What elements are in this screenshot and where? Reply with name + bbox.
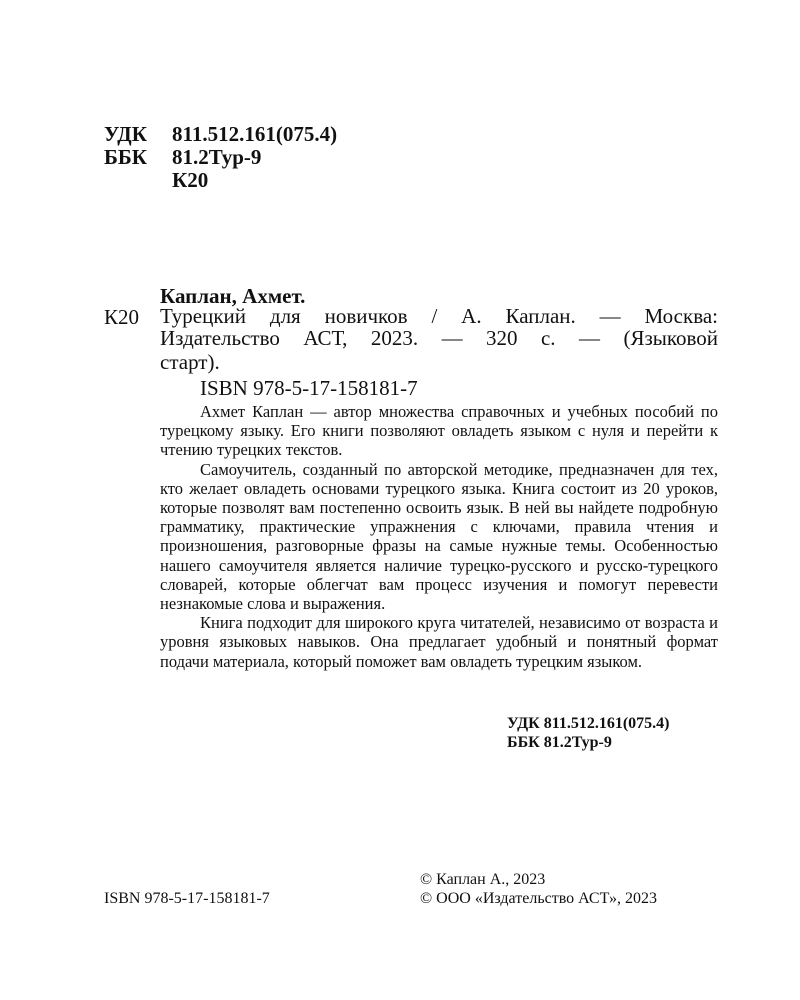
isbn: ISBN 978-5-17-158181-7 bbox=[200, 376, 418, 400]
udk-label: УДК bbox=[104, 122, 147, 146]
bbk-value: 81.2Тур-9 bbox=[172, 145, 262, 169]
bibliographic-line: Турецкий для новичков / А. Каплан. — Москва: bbox=[160, 304, 718, 328]
isbn-footer: ISBN 978-5-17-158181-7 bbox=[104, 890, 270, 907]
bbk-label: ББК bbox=[104, 145, 147, 169]
bibliographic-line: Издательство АСТ, 2023. — 320 с. — (Языковой bbox=[160, 326, 718, 350]
bibliographic-line: старт). bbox=[160, 350, 220, 374]
annotation-paragraph: Книга подходит для широкого круга читателей, независимо от возраста и уровня языковых навыков. Она предлагает удобный и понятный формат подачи материала, который поможет вам овладеть турецким языком. bbox=[160, 613, 718, 671]
annotation-paragraph: Самоучитель, созданный по авторской методике, предназначен для тех, кто желает овладеть основами турецкого языка. Книга состоит из 20 уроков, которые позволят вам постепенно освоить язык. В ней вы найдете подробную грамматику, практические упражнения с ключами, правила чтения и произношения, разговорные фразы на самые нужные темы. Особенностью нашего самоучителя является наличие турецко-русского и русско-турецкого словарей, которые облегчат вам процесс изучения и помогут перевести незнакомые слова и выражения. bbox=[160, 459, 718, 614]
author-sign-side: К20 bbox=[104, 305, 140, 329]
udk-code-bottom: УДК 811.512.161(075.4) bbox=[507, 715, 670, 732]
bbk-code-bottom: ББК 81.2Тур-9 bbox=[507, 734, 612, 751]
annotation bbox=[160, 402, 718, 671]
annotation-paragraph: Ахмет Каплан — автор множества справочных и учебных пособий по турецкому языку. Его книги позволяют овладеть языком с нуля и перейти к чтению турецких текстов. bbox=[160, 402, 718, 460]
author-name: Каплан, Ахмет. bbox=[160, 284, 306, 308]
copyright-author: © Каплан А., 2023 bbox=[420, 871, 546, 888]
author-sign: К20 bbox=[172, 168, 209, 192]
copyright-publisher: © ООО «Издательство АСТ», 2023 bbox=[420, 890, 657, 907]
udk-value: 811.512.161(075.4) bbox=[172, 122, 338, 146]
